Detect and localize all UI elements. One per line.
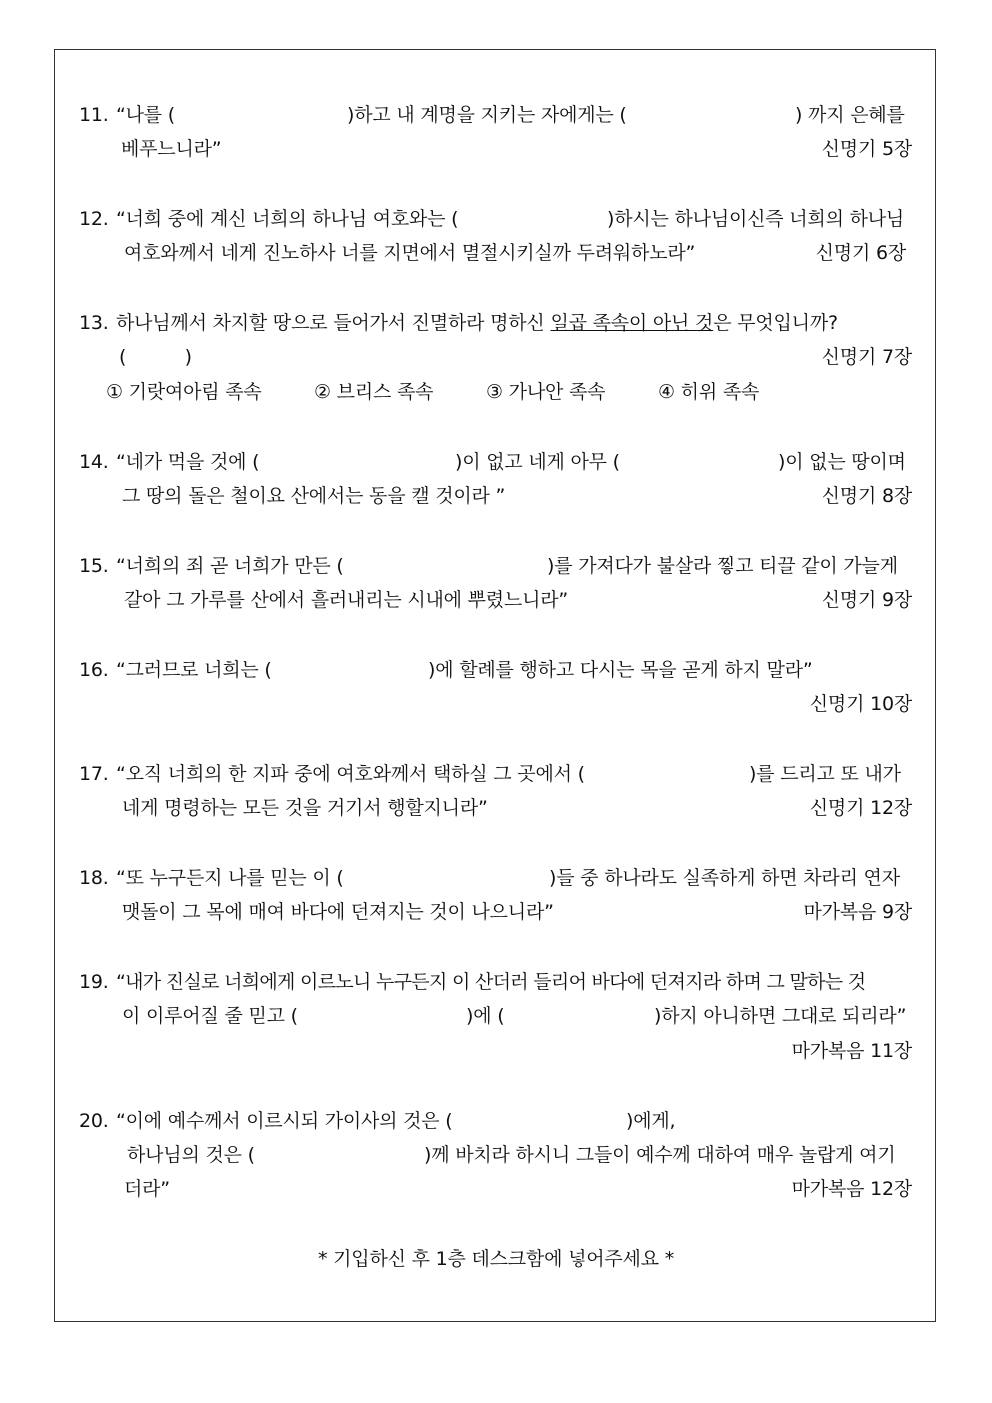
question-19-line-1: 19. “내가 진실로 너희에게 이르노니 누구든지 이 산더러 들리어 바다에 던져지라 하며 그 말하는 것 [0, 965, 992, 999]
question-16-line-2 [0, 687, 992, 721]
scripture-reference: 신명기 5장 [821, 138, 912, 160]
question-11-line-2: 베푸느니라” 신명기 5장 [0, 132, 992, 166]
question-number: 14. [79, 451, 109, 473]
question-19-line-3 [0, 1034, 992, 1068]
question-11-line-1: 11. “나를 ( )하고 내 계명을 지키는 자에게는 ( ) 까지 은혜를 [0, 98, 992, 132]
question-13-line-1 [0, 306, 992, 340]
option-1: ① 기랏여아림 족속 [106, 381, 262, 403]
question-number: 16. [79, 659, 109, 681]
question-13-options [0, 375, 992, 409]
question-number: 13. [79, 312, 109, 334]
question-19-line-2: 이 이루어질 줄 믿고 ( )에 ( )하지 아니하면 그대로 되리라” [122, 1005, 907, 1027]
scripture-reference: 신명기 6장 [815, 242, 906, 264]
question-15-line-2: 갈아 그 가루를 산에서 흘러내리는 시내에 뿌렸느니라” 신명기 9장 [0, 583, 992, 617]
scripture-reference: 마가복음 11장 [791, 1040, 912, 1062]
question-20-line-2: 하나님의 것은 ( )께 바치라 하시니 그들이 예수께 대하여 매우 놀랍게 여기 [127, 1144, 896, 1166]
scripture-reference: 신명기 8장 [821, 485, 912, 507]
scripture-reference: 신명기 9장 [821, 589, 912, 611]
footer-note-line [0, 1242, 992, 1276]
question-number: 18. [79, 867, 109, 889]
question-number: 12. [79, 208, 109, 230]
answer-blank: ( ) [119, 346, 192, 368]
question-number: 17. [79, 763, 109, 785]
question-17-line-1: 17. “오직 너희의 한 지파 중에 여호와께서 택하실 그 곳에서 ( )를 드리고 또 내가 [0, 757, 992, 791]
question-12-line-1: 12. “너희 중에 계신 너희의 하나님 여호와는 ( )하시는 하나님이신즉 너희의 하나님 [0, 202, 992, 236]
scripture-reference: 신명기 10장 [809, 693, 912, 715]
question-20-line-1: 20. “이에 예수께서 이르시되 가이사의 것은 ( )에게, [0, 1104, 992, 1138]
question-13-line-2 [0, 340, 992, 374]
question-15-line-1: 15. “너희의 죄 곧 너희가 만든 ( )를 가져다가 불살라 찧고 티끌 같이 가늘게 [0, 549, 992, 583]
question-17-line-2: 네게 명령하는 모든 것을 거기서 행할지니라” 신명기 12장 [0, 791, 992, 825]
question-number: 15. [79, 555, 109, 577]
question-number: 20. [79, 1110, 109, 1132]
option-2: ② 브리스 족속 [314, 381, 434, 403]
question-number: 11. [79, 104, 109, 126]
question-number: 19. [79, 971, 109, 993]
underlined-phrase: 일곱 족속이 아닌 것 [550, 312, 714, 334]
question-20-line-3: 더라” 마가복음 12장 [0, 1172, 992, 1206]
question-16-line-1: 16. “그러므로 너희는 ( )에 할례를 행하고 다시는 목을 곧게 하지 말라” [0, 653, 992, 687]
scripture-reference: 마가복음 12장 [791, 1178, 912, 1200]
footer-note: * 기입하신 후 1층 데스크함에 넣어주세요 * [318, 1248, 674, 1270]
option-4: ④ 히위 족속 [658, 381, 760, 403]
question-14-line-2: 그 땅의 돌은 철이요 산에서는 동을 캘 것이라 ” 신명기 8장 [0, 479, 992, 513]
option-3: ③ 가나안 족속 [486, 381, 606, 403]
question-12-line-2: 여호와께서 네게 진노하사 너를 지면에서 멸절시키실까 두려워하노라” 신명기 6장 [0, 236, 992, 270]
scripture-reference: 신명기 7장 [821, 346, 912, 368]
scripture-reference: 마가복음 9장 [803, 901, 912, 923]
question-18-line-1: 18. “또 누구든지 나를 믿는 이 ( )들 중 하나라도 실족하게 하면 차라리 연자 [0, 861, 992, 895]
question-13-text: 하나님께서 차지할 땅으로 들어가서 진멸하라 명하신 일곱 족속이 아닌 것은 무엇입니까? [116, 312, 838, 334]
scripture-reference: 신명기 12장 [809, 797, 912, 819]
question-14-line-1: 14. “네가 먹을 것에 ( )이 없고 네게 아무 ( )이 없는 땅이며 [0, 445, 992, 479]
question-18-line-2: 맷돌이 그 목에 매여 바다에 던져지는 것이 나으니라” 마가복음 9장 [0, 895, 992, 929]
